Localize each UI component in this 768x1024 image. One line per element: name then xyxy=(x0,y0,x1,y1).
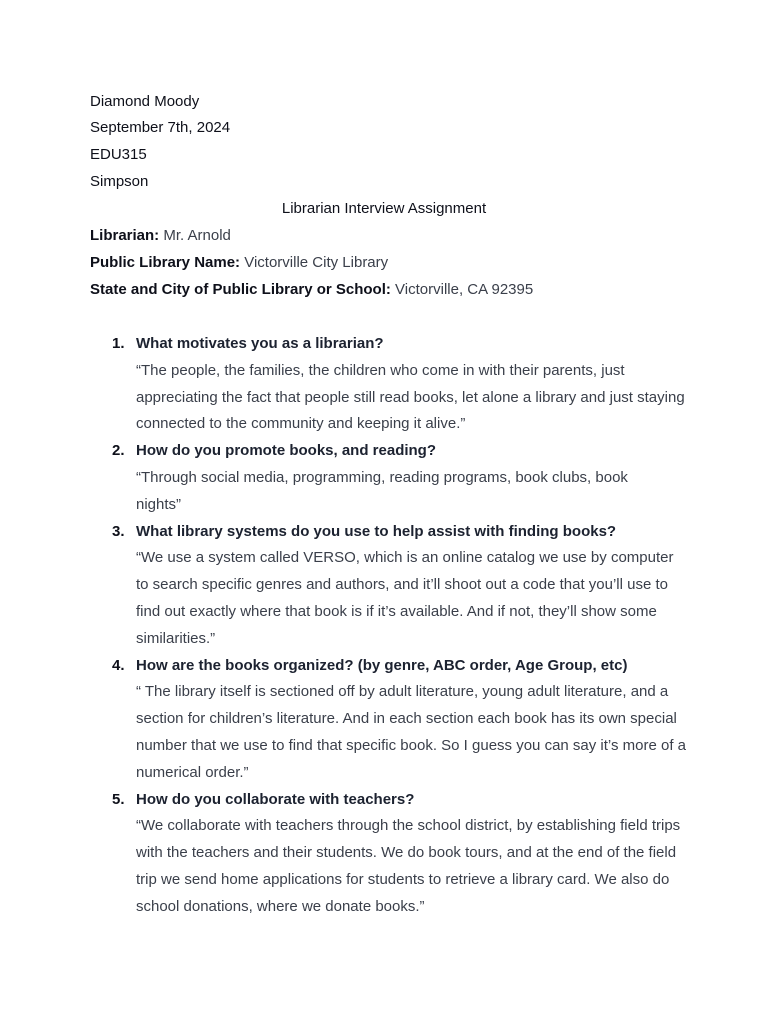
location-value: Victorville, CA 92395 xyxy=(395,281,534,298)
question-number: 3. xyxy=(112,522,125,540)
answer-text: “We use a system called VERSO, which is an online catalog we use by computer to search specific genres and authors, and it’ll shoot out a code that you’ll use to find out exactly where that book is if it’s available. And if not, they’ll show some similarities.” xyxy=(136,549,674,647)
librarian-label: Librarian: xyxy=(90,227,160,244)
question-text: What motivates you as a librarian? xyxy=(136,335,384,352)
question-item-2 xyxy=(90,438,690,518)
library-name-value: Victorville City Library xyxy=(244,254,389,271)
question-item-3 xyxy=(90,519,690,653)
location-line xyxy=(90,280,533,300)
question-text: What library systems do you use to help assist with finding books? xyxy=(136,522,617,540)
location-label: State and City of Public Library or School: xyxy=(90,281,391,298)
question-text: How do you promote books, and reading? xyxy=(136,442,437,460)
question-number: 4. xyxy=(112,656,125,674)
interview-questions-list xyxy=(90,331,690,921)
assignment-date: September 7th, 2024 xyxy=(90,119,231,136)
question-item-1 xyxy=(90,331,690,438)
question-number: 1. xyxy=(112,335,125,352)
librarian-value: Mr. Arnold xyxy=(163,227,231,244)
course-code: EDU315 xyxy=(90,146,147,163)
question-item-5 xyxy=(90,787,690,921)
question-text: How are the books organized? (by genre, ABC order, Age Group, etc) xyxy=(136,656,628,674)
student-name: Diamond Moody xyxy=(90,93,200,110)
library-name-line xyxy=(90,253,388,273)
answer-text: “We collaborate with teachers through the school district, by establishing field trips with the teachers and their students. We do book tours, and at the end of the field trip we send home applications for students to retrieve a library card. We also do school donations, where we donate books.” xyxy=(136,817,681,915)
question-text: How do you collaborate with teachers? xyxy=(136,790,415,808)
answer-text: “The people, the families, the children who come in with their parents, just appreciating the fact that people still read books, let alone a library and just staying connected to the community and keeping it alive.” xyxy=(136,361,685,433)
answer-text: “Through social media, programming, reading programs, book clubs, book nights” xyxy=(136,468,628,513)
answer-text: “ The library itself is sectioned off by adult literature, young adult literature, and a section for children’s literature. And in each section each book has its own special number that we use to find that specific book. So I guess you can say it’s more of a numerical order.” xyxy=(136,683,687,781)
document-title: Librarian Interview Assignment xyxy=(281,200,487,217)
question-number: 2. xyxy=(112,442,125,460)
question-item-4 xyxy=(90,653,690,787)
librarian-line xyxy=(90,226,231,246)
question-number: 5. xyxy=(112,790,125,808)
instructor-name: Simpson xyxy=(90,173,149,190)
library-name-label: Public Library Name: xyxy=(90,254,241,271)
